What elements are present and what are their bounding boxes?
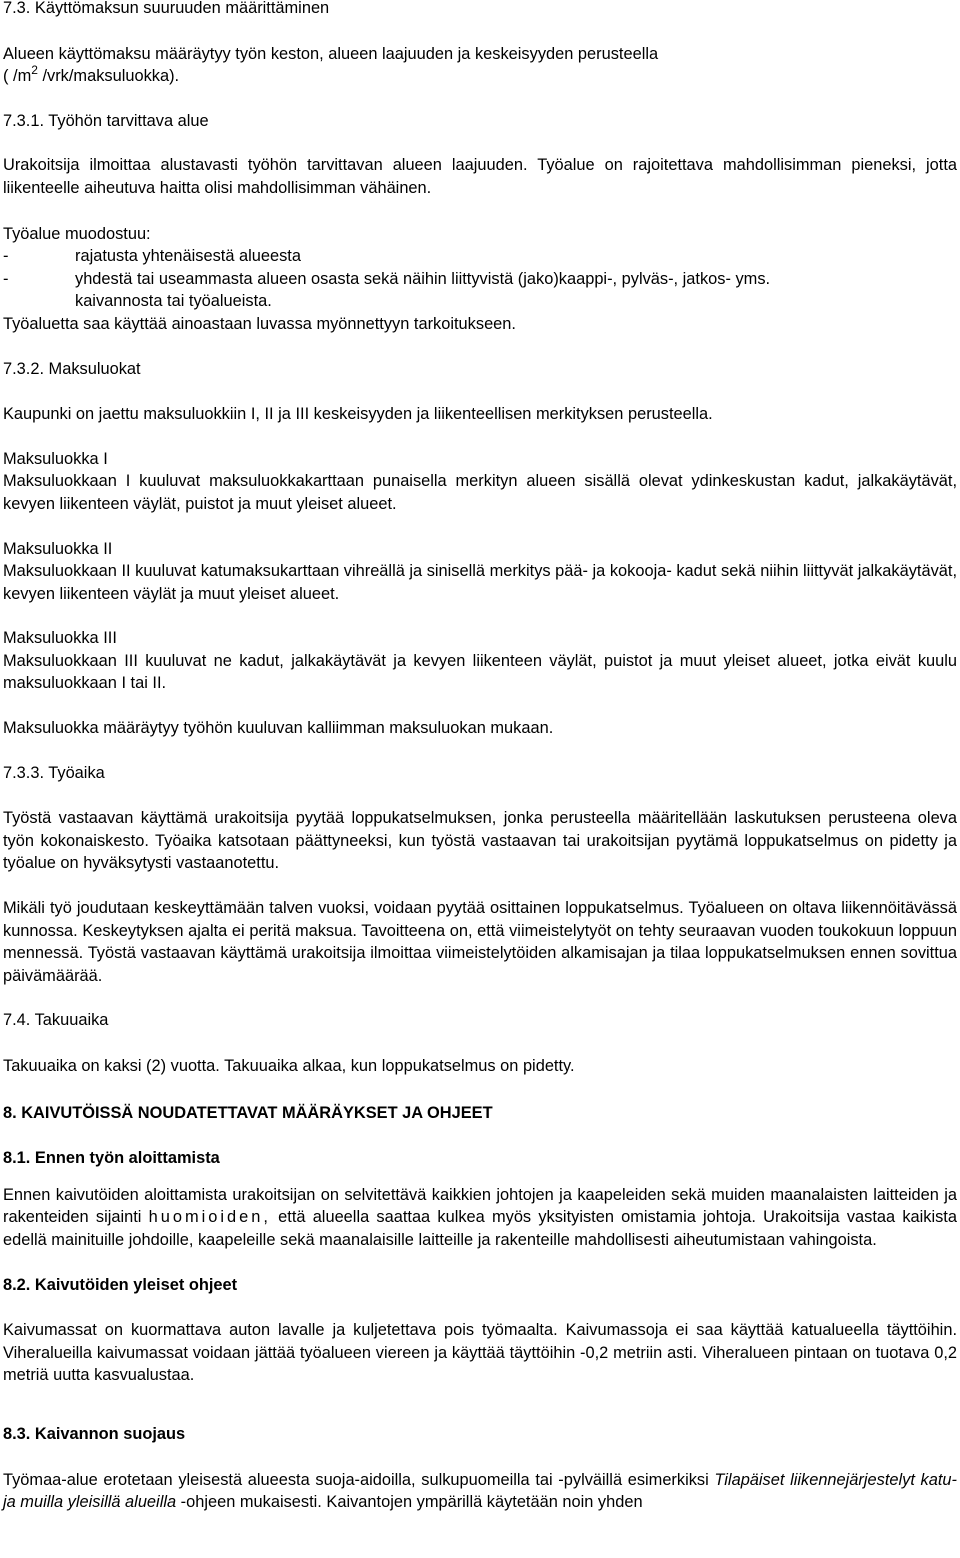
section-8-2-heading: 8.2. Kaivutöiden yleiset ohjeet [3,1275,238,1294]
class-3-text: Maksuluokkaan III kuuluvat ne kadut, jalkakäytävät ja kevyen liikenteen väylät, puistot ja muut yleiset alueet, jotka eivät kuulu maksuluokkaan I tai II. [3,651,957,693]
section-8-3-text [3,1469,957,1514]
class-1-title: Maksuluokka I [3,449,108,468]
list-item [3,245,957,268]
class-2-title: Maksuluokka II [3,539,113,558]
section-7-3-intro [3,43,957,88]
section-8-1-text [3,1184,957,1252]
section-8-2-text: Kaivumassat on kuormattava auton lavalle ja kuljetettava pois työmaalta. Kaivumassoja ei saa käyttää katualueella täyttöihin. Viheralueilla kaivumassat voidaan jättää työalueen viereen ja käyttää täyttöihin -0,2 metriin asti. Viheralueen pintaan on tuotava 0,2 metriä uutta kasvualustaa. [3,1321,957,1385]
section-7-3-2-intro: Kaupunki on jaettu maksuluokkiin I, II ja III keskeisyyden ja liikenteellisen merkityksen perusteella. [3,405,713,424]
section-8-3-heading: 8.3. Kaivannon suojaus [3,1424,186,1443]
list-item-1-text: rajatusta yhtenäisestä alueesta [75,247,301,266]
superscript-2: 2 [31,63,38,78]
intro-line-1: Alueen käyttömaksu määräytyy työn keston, alueen laajuuden ja keskeisyyden perusteella [3,44,659,63]
section-7-3-1-para-1: Urakoitsija ilmoittaa alustavasti työhön tarvittavan alueen laajuuden. Työalue on rajoitettava mahdollisimman pieneksi, jotta liikenteelle aiheutuva haitta olisi mahdollisimman vähäinen. [3,156,957,197]
section-7-3-3-heading: 7.3.3. Työaika [3,763,105,782]
list-intro: Työalue muodostuu: [3,224,151,243]
list-item-2-continuation: kaivannosta tai työalueista. [75,292,272,311]
section-8-heading: 8. KAIVUTÖISSÄ NOUDATETTAVAT MÄÄRÄYKSET JA OHJEET [3,1103,493,1122]
intro-line-2-b: /vrk/maksuluokka). [37,67,180,86]
section-8-3-text-b: -ohjeen mukaisesti. Kaivantojen ympärillä käytetään noin yhden [176,1493,643,1512]
section-7-3-2-heading: 7.3.2. Maksuluokat [3,359,141,378]
spaced-word: huomioiden, [148,1208,271,1227]
section-7-3-heading: 7.3. Käyttömaksun suuruuden määrittäminen [3,0,330,17]
list-dash: - [3,247,9,266]
guideline-title: Tilapäiset liikennejärjestelyt katu- ja muilla yleisillä alueilla [3,1470,957,1512]
section-8-1-text-a: Ennen kaivutöiden aloittamista urakoitsijan on selvitettävä kaikkien johtojen ja kaapeleiden sekä muiden maanalaisten laitteiden ja rakenteiden sijainti [3,1185,957,1227]
section-8-1-heading: 8.1. Ennen työn aloittamista [3,1149,220,1168]
usage-text: Työaluetta saa käyttää ainoastaan luvassa myönnettyyn tarkoitukseen. [3,314,516,333]
list-item-2-text: yhdestä tai useammasta alueen osasta sekä näihin liittyvistä (jako)kaappi-, pylväs-, jatkos- yms. [75,269,771,288]
class-3-title: Maksuluokka III [3,629,117,648]
class-rule: Maksuluokka määräytyy työhön kuuluvan kalliimman maksuluokan mukaan. [3,719,554,738]
section-7-3-3-para-1: Työstä vastaavan käyttämä urakoitsija pyytää loppukatselmuksen, jonka perusteella määritellään laskutuksen perusteena oleva työn kokonaiskesto. Työaika katsotaan päättyneeksi, kun työstä vastaavan tai urakoitsijan pyytämä loppukatselmus on pidetty ja työalue on hyväksytysti vastaanotettu. [3,809,957,873]
section-7-4-heading: 7.4. Takuuaika [3,1011,109,1030]
intro-line-2 [3,65,957,88]
document-page [3,0,957,1514]
list-dash: - [3,269,9,288]
section-7-3-1-heading: 7.3.1. Työhön tarvittava alue [3,111,209,130]
section-7-4-text: Takuuaika on kaksi (2) vuotta. Takuuaika alkaa, kun loppukatselmus on pidetty. [3,1057,575,1075]
section-8-1-text-b: että alueella saattaa kulkea myös yksityisten omistamia johtoja. Urakoitsija vastaa kaikista edellä mainituille johdoille, kaapeleille sekä maanalaisille laitteille ja rakenteille mahdollisesti aiheutumistaan vahingoista. [3,1208,957,1249]
intro-line-2-a: ( /m [3,67,32,86]
class-1-text: Maksuluokkaan I kuuluvat maksuluokkakarttaan punaisella merkityn alueen sisällä olevat ydinkeskustan kadut, jalkakäytävät, kevyen liikenteen väylät, puistot ja muut yleiset alueet. [3,472,957,513]
section-8-3-text-a: Työmaa-alue erotetaan yleisestä alueesta suoja-aidoilla, sulkupuomeilla tai -pylväillä esimerkiksi [3,1470,715,1489]
list-item [3,268,957,291]
class-2-text: Maksuluokkaan II kuuluvat katumaksukarttaan vihreällä ja sinisellä merkitys pää- ja kokooja- kadut sekä niihin liittyvät jalkakäytävät, kevyen liikenteen väylät ja muut yleiset alueet. [3,562,957,603]
section-7-3-3-para-2: Mikäli työ joudutaan keskeyttämään talven vuoksi, voidaan pyytää osittainen loppukatselmus. Työalueen on oltava liikennöitävässä kunnossa. Keskeytyksen ajalta ei peritä maksua. Tavoitteena on, että viimeistelytyöt on tehty seuraavan vuoden toukokuun loppuun mennessä. Työstä vastaavan käyttämä urakoitsija ilmoittaa viimeistelytöiden alkamisajan ja tilaa loppukatselmuksen ennen sovittua päivämäärää. [3,899,957,985]
